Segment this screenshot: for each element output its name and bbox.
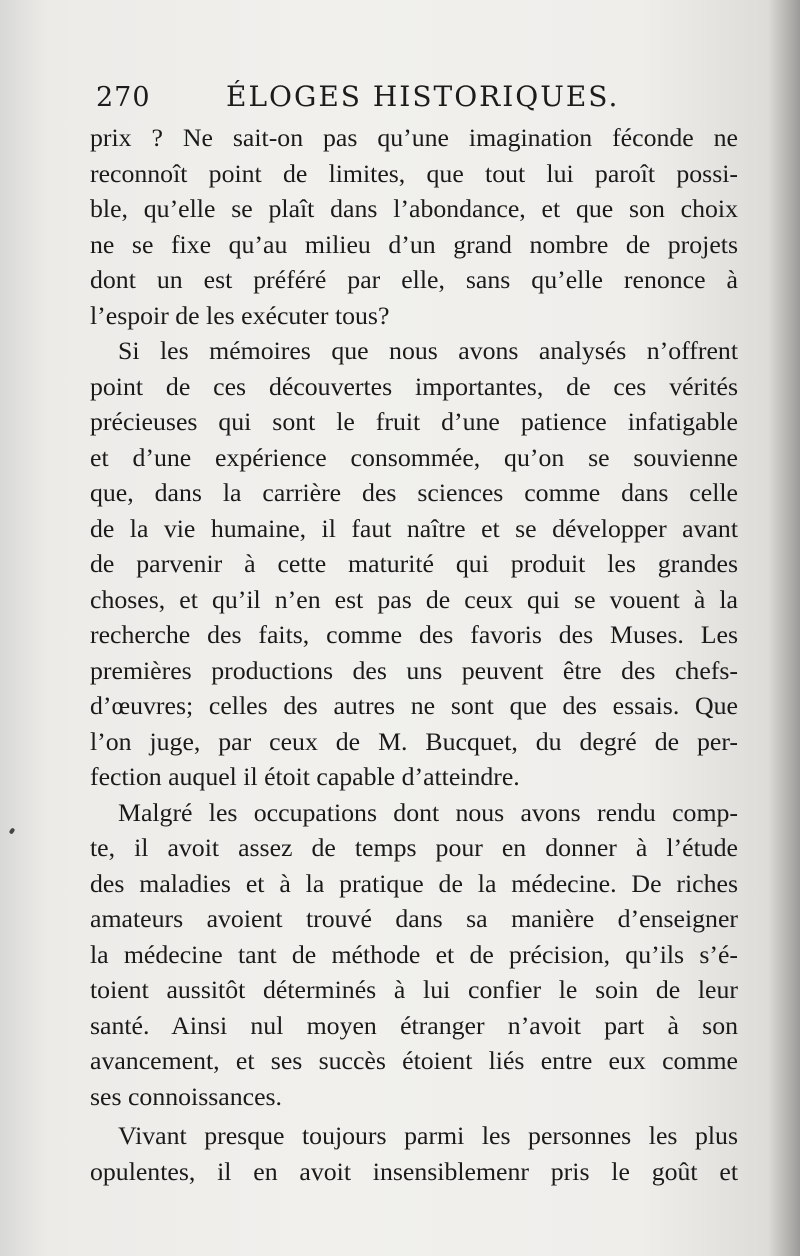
paragraph-1 xyxy=(90,120,738,333)
page-number: 270 xyxy=(96,82,151,113)
text-line: Vivant presque toujours parmi les personnes les plus xyxy=(118,1121,738,1150)
text-line: la médecine tant de méthode et de précision, qu’ils s’é- xyxy=(90,939,738,969)
text-line: ne se fixe qu’au milieu d’un grand nombre de projets xyxy=(90,229,738,259)
text-line: prix ? Ne sait-on pas qu’une imagination féconde ne xyxy=(90,123,738,152)
text-line: de la vie humaine, il faut naître et se développer avant xyxy=(90,513,738,543)
margin-speck xyxy=(9,827,16,834)
text-line: santé. Ainsi nul moyen étranger n’avoit part à son xyxy=(90,1010,738,1040)
text-line: avancement, et ses succès étoient liés entre eux comme xyxy=(90,1046,738,1075)
text-line: précieuses qui sont le fruit d’une patience infatigable xyxy=(90,407,738,436)
text-line: Malgré les occupations dont nous avons rendu comp- xyxy=(118,797,738,827)
text-line: opulentes, il en avoit insensiblemenr pris le goût et xyxy=(90,1156,738,1186)
text-line: de parvenir à cette maturité qui produit les grandes xyxy=(90,549,738,578)
text-line: recherche des faits, comme des favoris des Muses. Les xyxy=(90,620,738,649)
text-line: ble, qu’elle se plaît dans l’abondance, et que son choix xyxy=(90,194,738,223)
paragraph-2 xyxy=(90,333,738,795)
text-line: l’espoir de les exécuter tous? xyxy=(90,300,390,330)
text-line: point de ces découvertes importantes, de ces vérités xyxy=(90,371,738,401)
text-line: choses, et qu’il n’en est pas de ceux qui se vouent à la xyxy=(90,584,738,614)
text-line: dont un est préféré par elle, sans qu’elle renonce à xyxy=(90,265,738,294)
paragraph-4 xyxy=(90,1118,738,1189)
text-line: premières productions des uns peuvent être des chefs- xyxy=(90,655,738,685)
running-head xyxy=(96,78,736,118)
text-line: d’œuvres; celles des autres ne sont que des essais. Que xyxy=(90,691,738,720)
running-title: ÉLOGES HISTORIQUES. xyxy=(226,80,620,113)
text-line: Si les mémoires que nous avons analysés n’offrent xyxy=(118,336,738,365)
text-line: et d’une expérience consommée, qu’on se souvienne xyxy=(90,442,738,472)
text-line: que, dans la carrière des sciences comme dans celle xyxy=(90,478,738,507)
text-line: reconnoît point de limites, que tout lui paroît possi- xyxy=(90,158,738,188)
text-line: fection auquel il étoit capable d’atteindre. xyxy=(90,762,520,791)
text-line: amateurs avoient trouvé dans sa manière d’enseigner xyxy=(90,904,738,933)
text-line: des maladies et à la pratique de la médecine. De riches xyxy=(90,868,738,898)
body-text xyxy=(90,120,738,1189)
text-line: l’on juge, par ceux de M. Bucquet, du degré de per- xyxy=(90,726,738,756)
text-line: ses connoissances. xyxy=(90,1081,283,1111)
text-line: toient aussitôt déterminés à lui confier le soin de leur xyxy=(90,975,738,1004)
paragraph-3 xyxy=(90,795,738,1115)
text-line: te, il avoit assez de temps pour en donner à l’étude xyxy=(90,833,738,862)
